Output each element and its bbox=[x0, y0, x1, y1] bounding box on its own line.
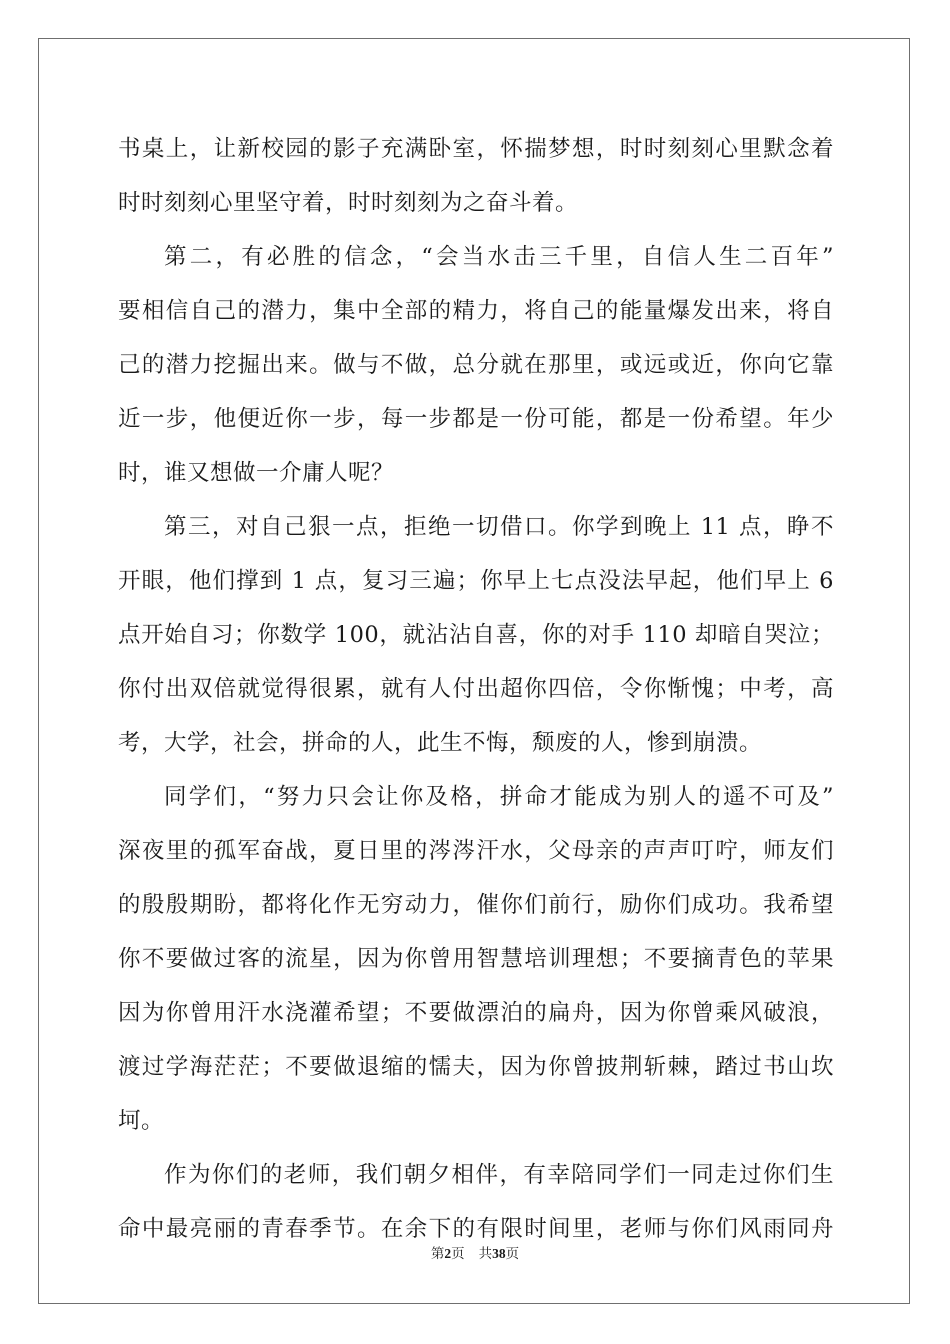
paragraph-start-line: 同学们，“努力只会让你及格，拼命才能成为别人的遥不可及” bbox=[164, 784, 834, 810]
text-line: 点开始自习；你数学 100，就沾沾自喜，你的对手 110 却暗自哭泣； bbox=[118, 622, 834, 648]
paragraph-start-line: 第三，对自己狠一点，拒绝一切借口。你学到晚上 11 点，睁不 bbox=[164, 514, 834, 540]
document-body bbox=[118, 122, 834, 1256]
text-line: 书桌上，让新校园的影子充满卧室，怀揣梦想，时时刻刻心里默念着 bbox=[118, 136, 834, 162]
current-page-number: 2 bbox=[444, 1246, 452, 1261]
text-line: 时，谁又想做一介庸人呢？ bbox=[118, 460, 395, 486]
text-line: 开眼，他们撑到 1 点，复习三遍；你早上七点没法早起，他们早上 6 bbox=[118, 568, 834, 594]
page-prefix: 第 bbox=[430, 1246, 445, 1262]
text-line: 考，大学，社会，拼命的人，此生不悔，颓废的人，惨到崩溃。 bbox=[118, 730, 763, 756]
text-line: 己的潜力挖掘出来。做与不做，总分就在那里，或远或近，你向它靠 bbox=[118, 352, 834, 378]
paragraph-start-line: 作为你们的老师，我们朝夕相伴，有幸陪同学们一同走过你们生 bbox=[164, 1162, 834, 1188]
text-line: 渡过学海茫茫；不要做退缩的懦夫，因为你曾披荆斩棘，踏过书山坎 bbox=[118, 1054, 834, 1080]
text-line: 你付出双倍就觉得很累，就有人付出超你四倍，令你惭愧；中考，高 bbox=[118, 676, 834, 702]
text-line: 时时刻刻心里坚守着，时时刻刻为之奋斗着。 bbox=[118, 190, 579, 216]
text-line: 坷。 bbox=[118, 1108, 165, 1134]
paragraph-start-line: 第二，有必胜的信念，“会当水击三千里，自信人生二百年” bbox=[164, 244, 834, 270]
total-prefix: 共 bbox=[478, 1246, 493, 1262]
text-line: 深夜里的孤军奋战，夏日里的涔涔汗水，父母亲的声声叮咛，师友们 bbox=[118, 838, 834, 864]
page-footer bbox=[0, 1244, 950, 1264]
total-suffix: 页 bbox=[505, 1246, 520, 1262]
page-suffix: 页 bbox=[451, 1246, 465, 1262]
total-page-count: 38 bbox=[492, 1246, 506, 1261]
text-line: 命中最亮丽的青春季节。在余下的有限时间里，老师与你们风雨同舟 bbox=[118, 1216, 834, 1242]
text-line: 的殷殷期盼，都将化作无穷动力，催你们前行，励你们成功。我希望 bbox=[118, 892, 834, 918]
text-line: 近一步，他便近你一步，每一步都是一份可能，都是一份希望。年少 bbox=[118, 406, 834, 432]
text-line: 你不要做过客的流星，因为你曾用智慧培训理想；不要摘青色的苹果 bbox=[118, 946, 834, 972]
text-line: 因为你曾用汗水浇灌希望；不要做漂泊的扁舟，因为你曾乘风破浪， bbox=[118, 1000, 834, 1026]
text-line: 要相信自己的潜力，集中全部的精力，将自己的能量爆发出来，将自 bbox=[118, 298, 834, 324]
